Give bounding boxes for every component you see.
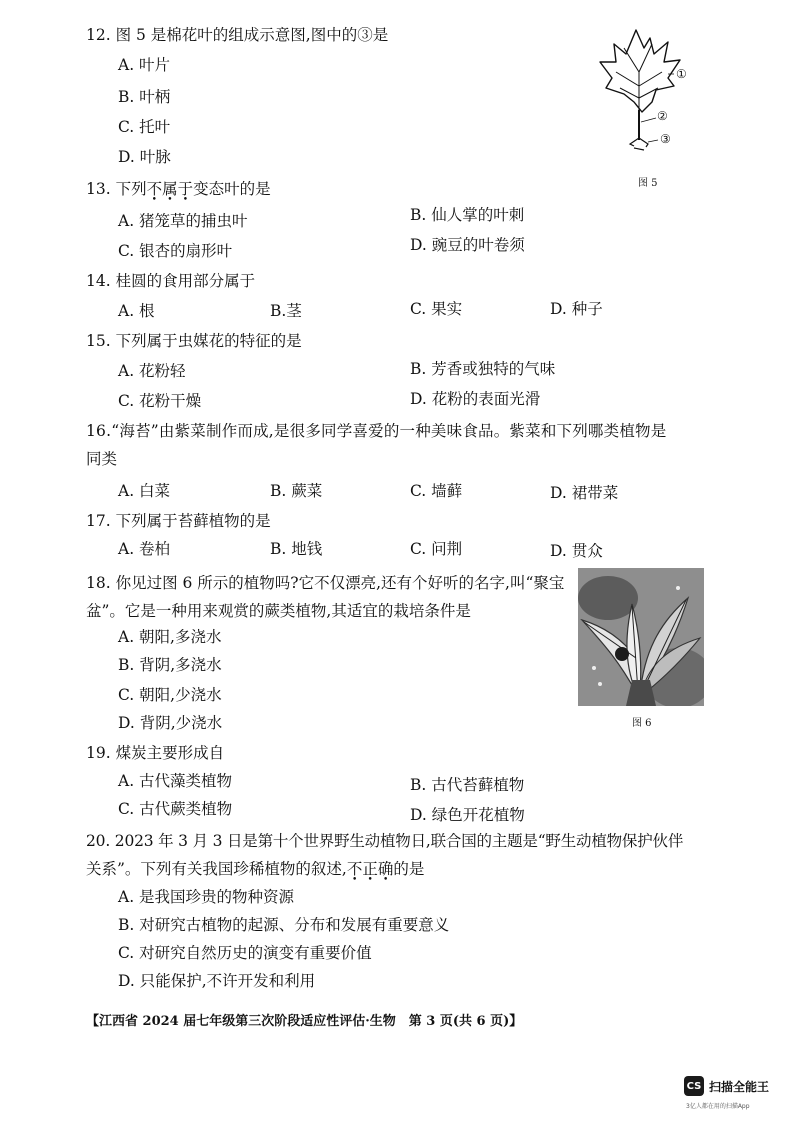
q13-emphasis-char: 不 bbox=[146, 180, 163, 198]
q14-option-d: D. 种子 bbox=[550, 300, 603, 318]
q14-option-b: B.茎 bbox=[270, 302, 302, 320]
q20-emphasis-char: 不 bbox=[346, 860, 363, 878]
q13-option-d: D. 豌豆的叶卷须 bbox=[410, 236, 525, 254]
q15-stem: 15. 下列属于虫媒花的特征的是 bbox=[86, 332, 302, 350]
q20-option-b: B. 对研究古植物的起源、分布和发展有重要意义 bbox=[118, 916, 450, 934]
q20-stem-line1: 20. 2023 年 3 月 3 日是第十个世界野生动植物日,联合国的主题是“野生动植物保护伙伴 bbox=[86, 832, 684, 850]
figure-5-caption: 图 5 bbox=[638, 178, 658, 189]
q12-option-b: B. 叶柄 bbox=[118, 88, 171, 106]
q20-stem-suffix: 的是 bbox=[393, 860, 425, 878]
figure-5-marker-1: ① bbox=[676, 67, 687, 81]
q16-stem-line1: 16.“海苔”由紫菜制作而成,是很多同学喜爱的一种美味食品。紫菜和下列哪类植物是 bbox=[86, 422, 667, 440]
q16-stem-line2: 同类 bbox=[86, 450, 118, 468]
q20-option-a: A. 是我国珍贵的物种资源 bbox=[118, 888, 295, 906]
q19-option-b: B. 古代苔藓植物 bbox=[410, 776, 525, 794]
q17-option-c: C. 问荆 bbox=[410, 540, 463, 558]
q15-option-a: A. 花粉轻 bbox=[118, 362, 186, 380]
page-footer: 【江西省 2024 届七年级第三次阶段适应性评估·生物 第 3 页(共 6 页)】 bbox=[86, 1014, 523, 1029]
q13-emphasis-char: 于 bbox=[177, 180, 194, 198]
q20-option-d: D. 只能保护,不许开发和利用 bbox=[118, 972, 316, 990]
q18-option-d: D. 背阴,少浇水 bbox=[118, 714, 223, 732]
q17-option-d: D. 贯众 bbox=[550, 542, 603, 560]
q13-stem bbox=[86, 180, 271, 199]
figure-6-fern-photo bbox=[578, 568, 704, 706]
q18-stem-line2: 盆”。它是一种用来观赏的蕨类植物,其适宜的栽培条件是 bbox=[86, 602, 471, 620]
scanner-logo-icon: CS bbox=[684, 1076, 704, 1096]
q19-option-d: D. 绿色开花植物 bbox=[410, 806, 525, 824]
q13-option-c: C. 银杏的扇形叶 bbox=[118, 242, 233, 260]
q20-option-c: C. 对研究自然历史的演变有重要价值 bbox=[118, 944, 372, 962]
q13-stem-suffix: 变态叶的是 bbox=[193, 180, 271, 198]
q13-option-a: A. 猪笼草的捕虫叶 bbox=[118, 212, 248, 230]
q14-stem: 14. 桂圆的食用部分属于 bbox=[86, 272, 256, 290]
q16-option-d: D. 裙带菜 bbox=[550, 484, 619, 502]
figure-5-marker-3: ③ bbox=[660, 132, 671, 146]
q20-stem-line2 bbox=[86, 860, 424, 879]
q13-emphasis-char: 属 bbox=[162, 180, 178, 198]
q18-option-b: B. 背阴,多浇水 bbox=[118, 656, 222, 674]
q12-stem: 12. 图 5 是棉花叶的组成示意图,图中的③是 bbox=[86, 26, 389, 44]
q19-option-c: C. 古代蕨类植物 bbox=[118, 800, 233, 818]
q16-option-b: B. 蕨菜 bbox=[270, 482, 323, 500]
figure-5-cotton-leaf bbox=[594, 26, 704, 166]
q15-option-c: C. 花粉干燥 bbox=[118, 392, 202, 410]
q13-stem-prefix: 13. 下列 bbox=[86, 180, 147, 198]
q16-option-c: C. 墙藓 bbox=[410, 482, 463, 500]
q18-stem-line1: 18. 你见过图 6 所示的植物吗?它不仅漂亮,还有个好听的名字,叫“聚宝 bbox=[86, 574, 565, 592]
q15-option-d: D. 花粉的表面光滑 bbox=[410, 390, 541, 408]
q12-option-c: C. 托叶 bbox=[118, 118, 171, 136]
q14-option-a: A. 根 bbox=[118, 302, 155, 320]
q20-emphasis-char: 正 bbox=[362, 860, 378, 878]
q18-option-a: A. 朝阳,多浇水 bbox=[118, 628, 222, 646]
q19-stem: 19. 煤炭主要形成自 bbox=[86, 744, 225, 762]
q18-option-c: C. 朝阳,少浇水 bbox=[118, 686, 222, 704]
q20-emphasis-char: 确 bbox=[377, 860, 394, 878]
q14-option-c: C. 果实 bbox=[410, 300, 463, 318]
q15-option-b: B. 芳香或独特的气味 bbox=[410, 360, 556, 378]
q19-option-a: A. 古代藻类植物 bbox=[118, 772, 233, 790]
q20-stem-prefix: 关系”。下列有关我国珍稀植物的叙述, bbox=[86, 860, 347, 878]
figure-5-marker-2: ② bbox=[657, 109, 668, 123]
q12-option-d: D. 叶脉 bbox=[118, 148, 171, 166]
q17-option-b: B. 地钱 bbox=[270, 540, 323, 558]
q13-option-b: B. 仙人掌的叶刺 bbox=[410, 206, 525, 224]
q12-option-a: A. 叶片 bbox=[118, 56, 171, 74]
q17-option-a: A. 卷柏 bbox=[118, 540, 171, 558]
scanner-watermark bbox=[684, 1076, 769, 1096]
q16-option-a: A. 白菜 bbox=[118, 482, 171, 500]
q17-stem: 17. 下列属于苔藓植物的是 bbox=[86, 512, 271, 530]
figure-6-caption: 图 6 bbox=[632, 718, 652, 729]
scanner-tagline: 3亿人都在用的扫描App bbox=[686, 1103, 750, 1110]
scanner-name: 扫描全能王 bbox=[709, 1079, 770, 1094]
